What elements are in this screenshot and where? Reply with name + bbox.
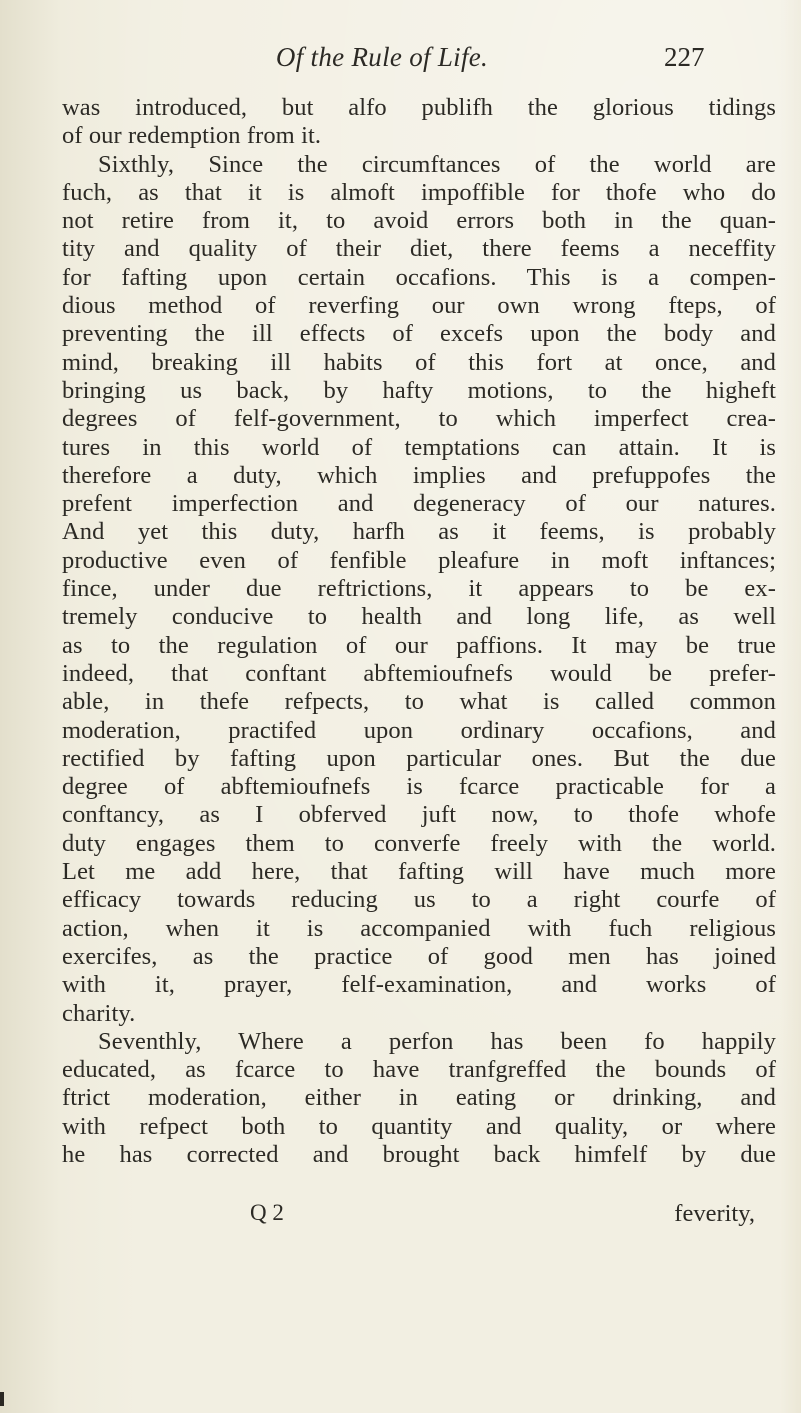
body-text xyxy=(62,94,776,1169)
text-line: rectified by fafting upon particular ones. But the due xyxy=(62,744,776,772)
text-line: with refpect both to quantity and quality, or where xyxy=(62,1112,776,1140)
text-line: dious method of reverfing our own wrong fteps, of xyxy=(62,292,776,320)
paragraph-start-line: Sixthly, Since the circumftances of the world are xyxy=(98,150,776,178)
text-line: educated, as fcarce to have tranfgreffed the bounds of xyxy=(62,1056,776,1084)
text-line: action, when it is accompanied with fuch religious xyxy=(62,914,776,942)
text-line: he has corrected and brought back himfelf by due xyxy=(62,1140,776,1168)
text-line: for fafting upon certain occafions. This is a compen- xyxy=(62,263,776,291)
text-line: And yet this duty, harfh as it feems, is probably xyxy=(62,518,776,546)
text-line: was introduced, but alfo publifh the glorious tidings xyxy=(62,94,776,121)
text-line: tremely conducive to health and long life, as well xyxy=(62,603,776,631)
text-line: not retire from it, to avoid errors both in the quan- xyxy=(62,207,776,235)
signature-mark: Q 2 xyxy=(250,1200,284,1225)
text-line: degree of abftemioufnefs is fcarce practicable for a xyxy=(62,773,776,801)
text-line: fince, under due reftrictions, it appears to be ex- xyxy=(62,575,776,603)
running-head xyxy=(0,42,801,82)
text-line: duty engages them to converfe freely with the world. xyxy=(62,829,776,857)
text-line: fuch, as that it is almoft impoffible for thofe who do xyxy=(62,178,776,206)
text-line: Let me add here, that fafting will have much more xyxy=(62,858,776,886)
text-line: with it, prayer, felf-examination, and works of xyxy=(62,971,776,999)
page-number: 227 xyxy=(664,42,705,72)
text-line: indeed, that conftant abftemioufnefs would be prefer- xyxy=(62,659,776,687)
text-line: able, in thefe refpects, to what is called common xyxy=(62,688,776,716)
text-line: productive even of fenfible pleafure in moft inftances; xyxy=(62,546,776,574)
text-line: degrees of felf-government, to which imperfect crea- xyxy=(62,405,776,433)
text-line: conftancy, as I obferved juft now, to thofe whofe xyxy=(62,801,776,829)
text-line: of our redemption from it. xyxy=(62,122,322,150)
text-line: moderation, practifed upon ordinary occafions, and xyxy=(62,716,776,744)
text-line: exercifes, as the practice of good men has joined xyxy=(62,942,776,970)
text-line: charity. xyxy=(62,999,136,1027)
text-line: prefent imperfection and degeneracy of our natures. xyxy=(62,490,776,518)
page-edge-mark xyxy=(0,1392,4,1406)
text-line: tures in this world of temptations can attain. It is xyxy=(62,433,776,461)
text-line: mind, breaking ill habits of this fort at once, and xyxy=(62,348,776,376)
text-line: therefore a duty, which implies and prefuppofes the xyxy=(62,461,776,489)
catchword: feverity, xyxy=(674,1200,755,1227)
paragraph-start-line: Seventhly, Where a perfon has been fo happily xyxy=(98,1027,776,1055)
text-line: efficacy towards reducing us to a right courfe of xyxy=(62,886,776,914)
text-line: tity and quality of their diet, there feems a neceffity xyxy=(62,235,776,263)
text-line: as to the regulation of our paffions. It may be true xyxy=(62,631,776,659)
text-line: ftrict moderation, either in eating or drinking, and xyxy=(62,1084,776,1112)
text-line: bringing us back, by hafty motions, to the higheft xyxy=(62,376,776,404)
running-title: Of the Rule of Life. xyxy=(275,42,489,72)
text-line: preventing the ill effects of excefs upon the body and xyxy=(62,320,776,348)
